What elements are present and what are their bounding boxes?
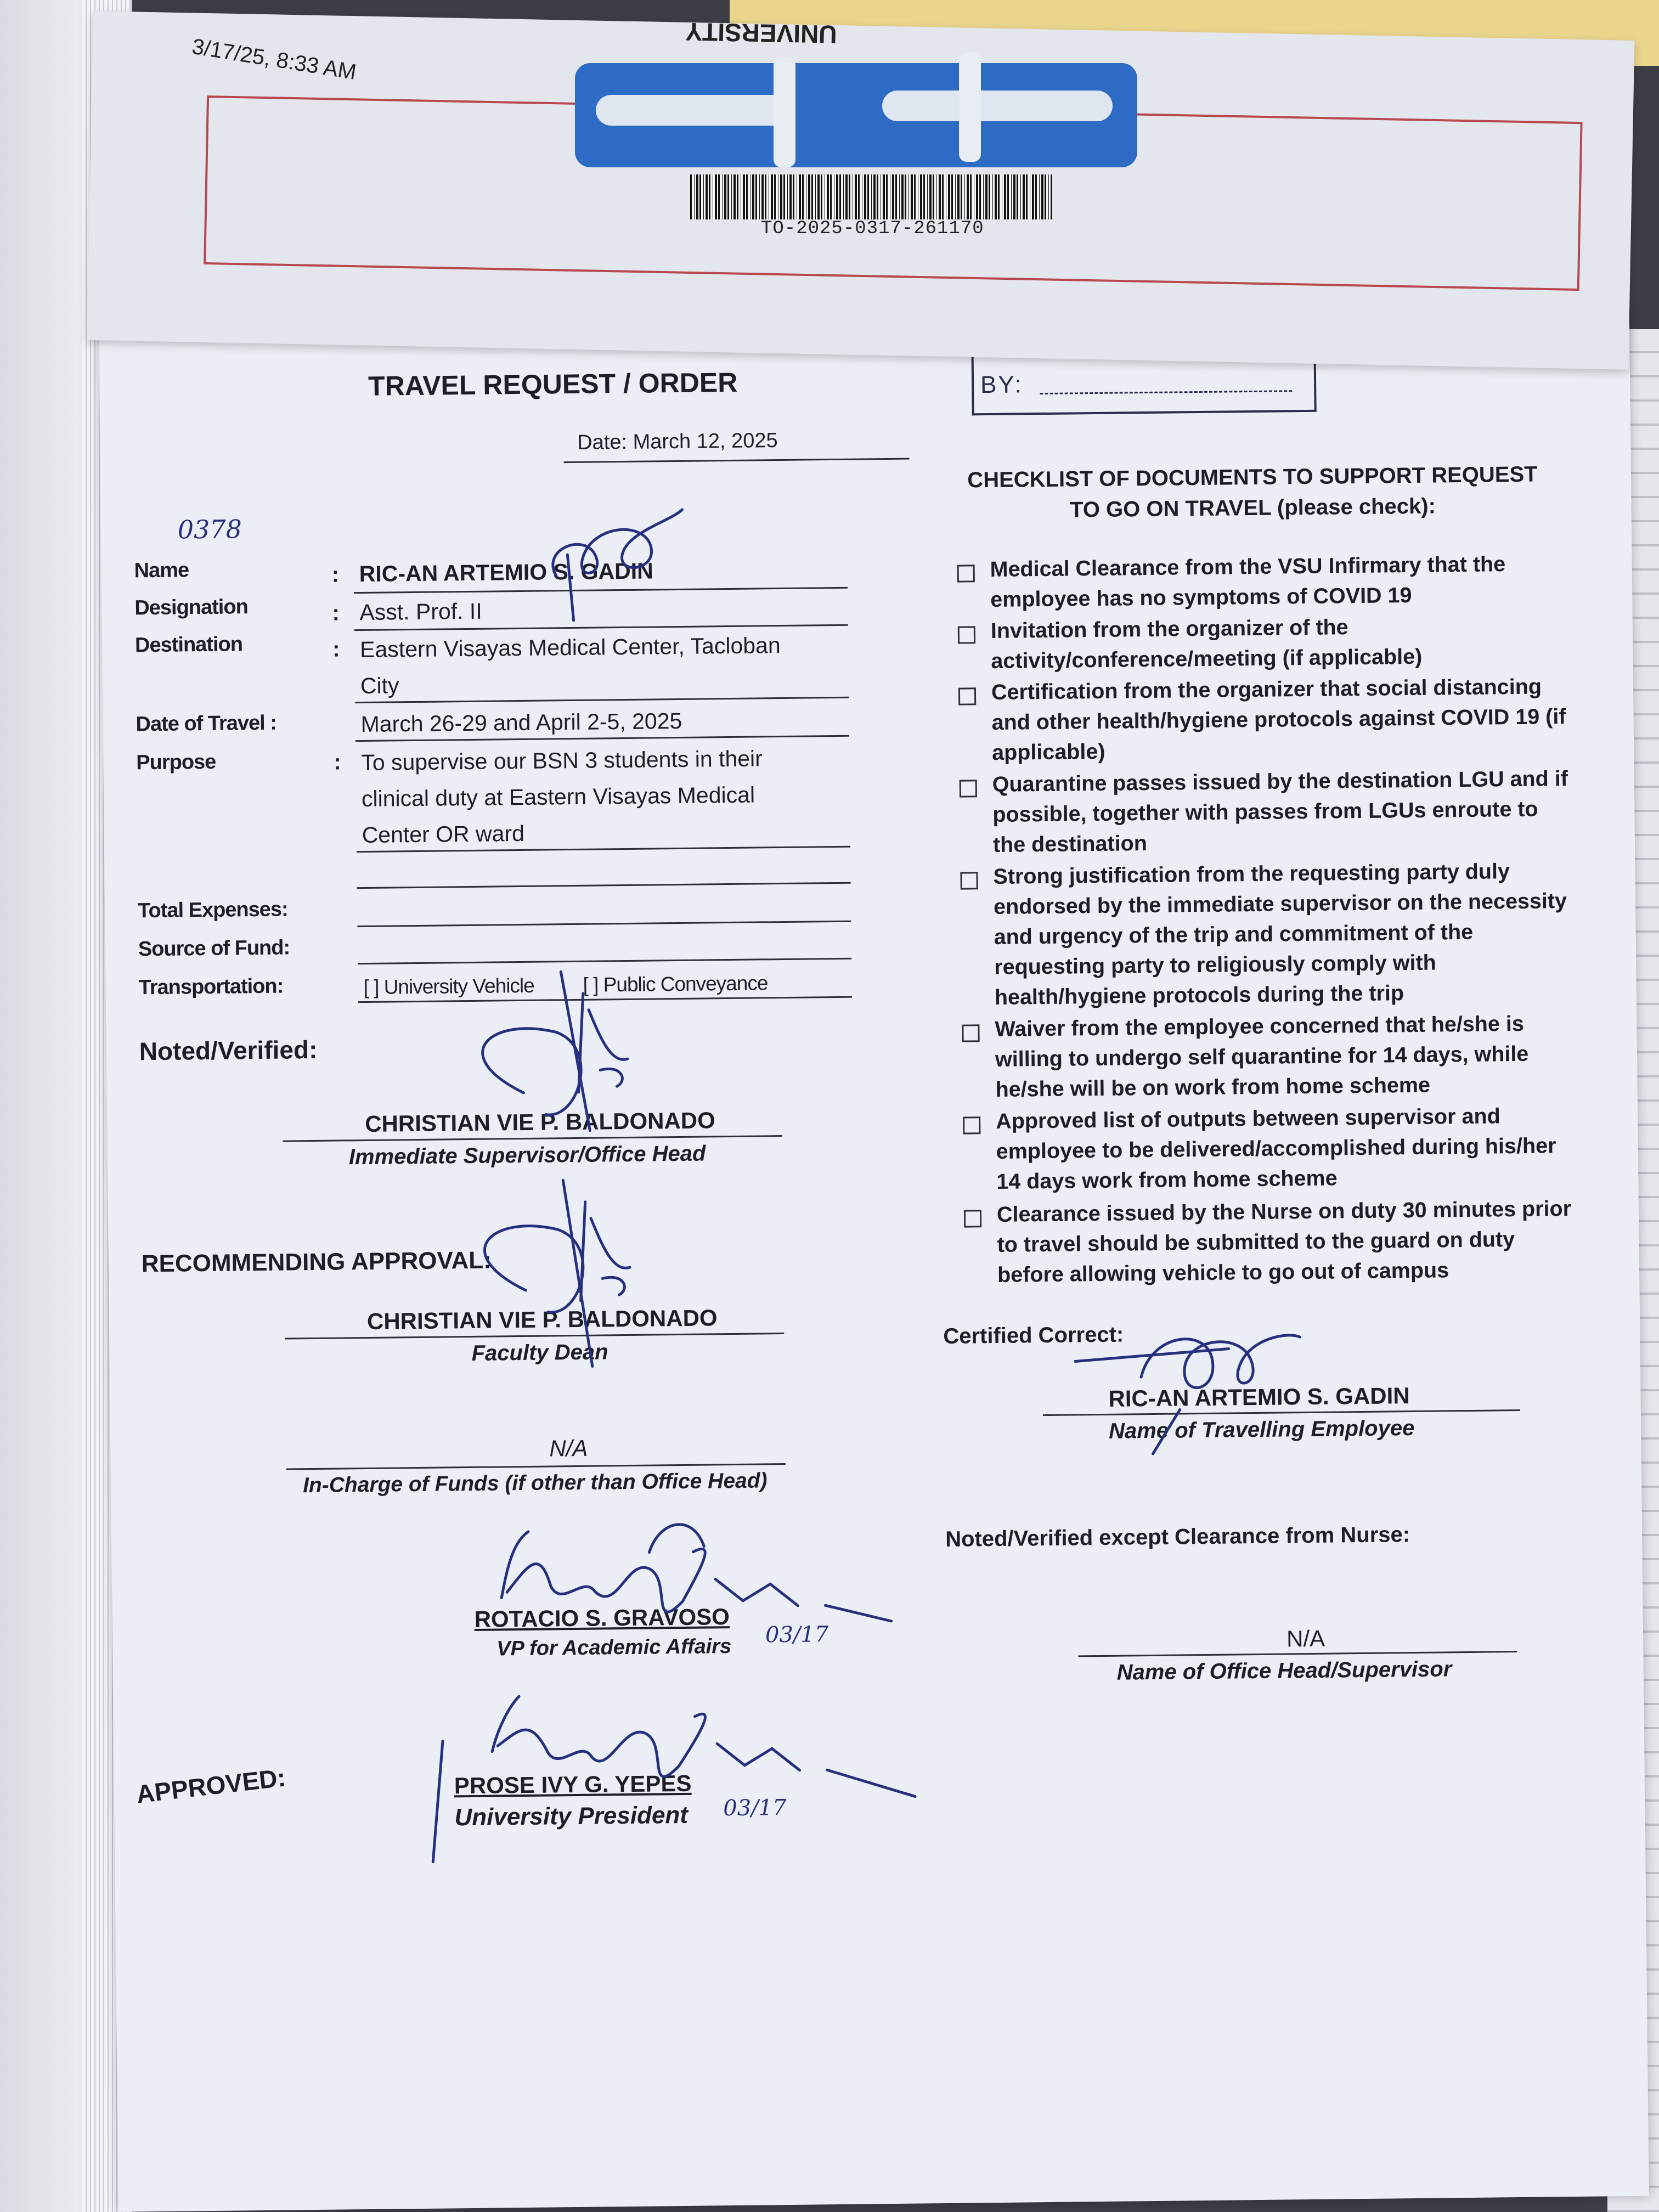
name-value: RIC-AN ARTEMIO S. GADIN <box>359 558 653 587</box>
funds-title: In-Charge of Funds (if other than Office Head) <box>302 1469 768 1498</box>
president-title: University President <box>454 1801 689 1831</box>
noted-except-label: Noted/Verified except Clearance from Nurse: <box>945 1522 1410 1551</box>
binder-clip-loop-left <box>596 95 793 126</box>
destination-value-line2: City <box>360 673 399 699</box>
signature-employee-top <box>552 510 684 620</box>
funds-value: N/A <box>549 1435 588 1462</box>
destination-value-line1: Eastern Visayas Medical Center, Tacloban <box>359 633 781 663</box>
binder-clip-post-left <box>774 58 795 167</box>
total-expenses-label: Total Expenses: <box>137 898 288 923</box>
checklist-item-strong-justification: Strong justification from the requesting party duly endorsed by the immediate supervisor on the necessity and urgency of the trip and commitment of the requesting party to religiously comply with health/hygiene protocols during the trip <box>993 859 1567 1009</box>
destination-colon: : <box>332 637 340 662</box>
binder-clip-loop-right <box>882 91 1113 121</box>
vpaa-name: ROTACIO S. GRAVOSO <box>474 1604 730 1632</box>
checklist-item-invitation: Invitation from the organizer of the activity/conference/meeting (if applicable) <box>990 615 1423 674</box>
purpose-value-line1: To supervise our BSN 3 students in their <box>361 746 763 776</box>
name-label: Name <box>134 558 189 583</box>
certified-correct-label: Certified Correct: <box>943 1322 1124 1348</box>
date-of-travel-label: Date of Travel : <box>136 711 277 736</box>
checklist-item-certification: Certification from the organizer that social distancing and other health/hygiene protocols against COVID 19 (if applicable) <box>991 674 1566 765</box>
transportation-label: Transportation: <box>138 974 284 1000</box>
slip-timestamp: 3/17/25, 8:33 AM <box>190 34 358 84</box>
approved-label: APPROVED: <box>134 1763 287 1809</box>
designation-value: Asst. Prof. II <box>359 598 482 625</box>
destination-label: Destination <box>134 633 243 657</box>
name-colon: : <box>331 562 340 587</box>
recommending-approval-label: RECOMMENDING APPROVAL: <box>141 1246 492 1278</box>
purpose-value-line3: Center OR ward <box>362 820 525 848</box>
binder-clip <box>575 63 1137 167</box>
signature-employee-bottom <box>1075 1335 1301 1455</box>
signature-president <box>431 1692 916 1862</box>
slip-header-text: UNIVERSITY <box>685 17 837 49</box>
source-of-fund-label: Source of Fund: <box>138 936 290 961</box>
travel-order-sheet <box>99 313 1649 2212</box>
transportation-option-public-conveyance: [ ] Public Conveyance <box>583 972 768 996</box>
barcode-number: TO-2025-0317-261170 <box>761 218 984 239</box>
dean-title: Faculty Dean <box>471 1340 608 1365</box>
date-of-travel-value: March 26-29 and April 2-5, 2025 <box>360 708 682 737</box>
purpose-colon: : <box>334 750 341 775</box>
president-name: PROSE IVY G. YEPES <box>454 1770 692 1799</box>
ink-signatures <box>99 313 1646 1975</box>
signature-vpaa <box>501 1522 891 1626</box>
checklist-item-quarantine-passes: Quarantine passes issued by the destination LGU and if possible, together with passes from LGUs enroute to the destination <box>992 766 1568 857</box>
signature-dean <box>484 1180 631 1368</box>
checklist-title-line2: TO GO ON TRAVEL (please check): <box>1069 494 1436 522</box>
purpose-label: Purpose <box>136 750 216 775</box>
supervisor-title: Immediate Supervisor/Office Head <box>348 1141 706 1170</box>
vpaa-hand-date: 03/17 <box>765 1622 829 1648</box>
stamp-by-label: BY: <box>980 371 1023 399</box>
checklist-item-medical-clearance: Medical Clearance from the VSU Infirmary that the employee has no symptoms of COVID 19 <box>990 552 1506 612</box>
control-number: 0378 <box>177 514 242 545</box>
dean-name: CHRISTIAN VIE P. BALDONADO <box>366 1305 718 1334</box>
form-title: TRAVEL REQUEST / ORDER <box>368 366 738 402</box>
checklist-item-nurse-clearance: Clearance issued by the Nurse on duty 30 minutes prior to travel should be submitted to the guard on duty before allowing vehicle to go out of campus <box>996 1196 1572 1287</box>
employee-title: Name of Travelling Employee <box>1108 1415 1415 1443</box>
office-head-title: Name of Office Head/Supervisor <box>1116 1657 1452 1685</box>
designation-colon: : <box>332 601 340 625</box>
office-head-value: N/A <box>1286 1625 1325 1652</box>
checklist-title-line1: CHECKLIST OF DOCUMENTS TO SUPPORT REQUEST <box>967 462 1538 493</box>
transportation-option-university-vehicle: [ ] University Vehicle <box>363 974 534 999</box>
checklist-item-approved-outputs: Approved list of outputs between supervisor and employee to be delivered/accomplished during his/her 14 days work from home scheme <box>995 1104 1556 1194</box>
checklist-item-waiver: Waiver from the employee concerned that he/she is willing to undergo self quarantine for 14 days, while he/she will be on work from home scheme <box>995 1011 1529 1102</box>
president-hand-date: 03/17 <box>723 1795 787 1821</box>
barcode <box>690 174 1052 219</box>
binder-clip-post-right <box>959 52 981 162</box>
form-date: Date: March 12, 2025 <box>577 429 778 454</box>
purpose-value-line2: clinical duty at Eastern Visayas Medical <box>361 782 755 812</box>
employee-name: RIC-AN ARTEMIO S. GADIN <box>1108 1383 1410 1412</box>
vpaa-title: VP for Academic Affairs <box>496 1635 732 1661</box>
designation-label: Designation <box>134 595 249 620</box>
supervisor-name: CHRISTIAN VIE P. BALDONADO <box>364 1107 716 1137</box>
noted-verified-label: Noted/Verified: <box>139 1035 318 1066</box>
signature-supervisor <box>482 971 628 1132</box>
